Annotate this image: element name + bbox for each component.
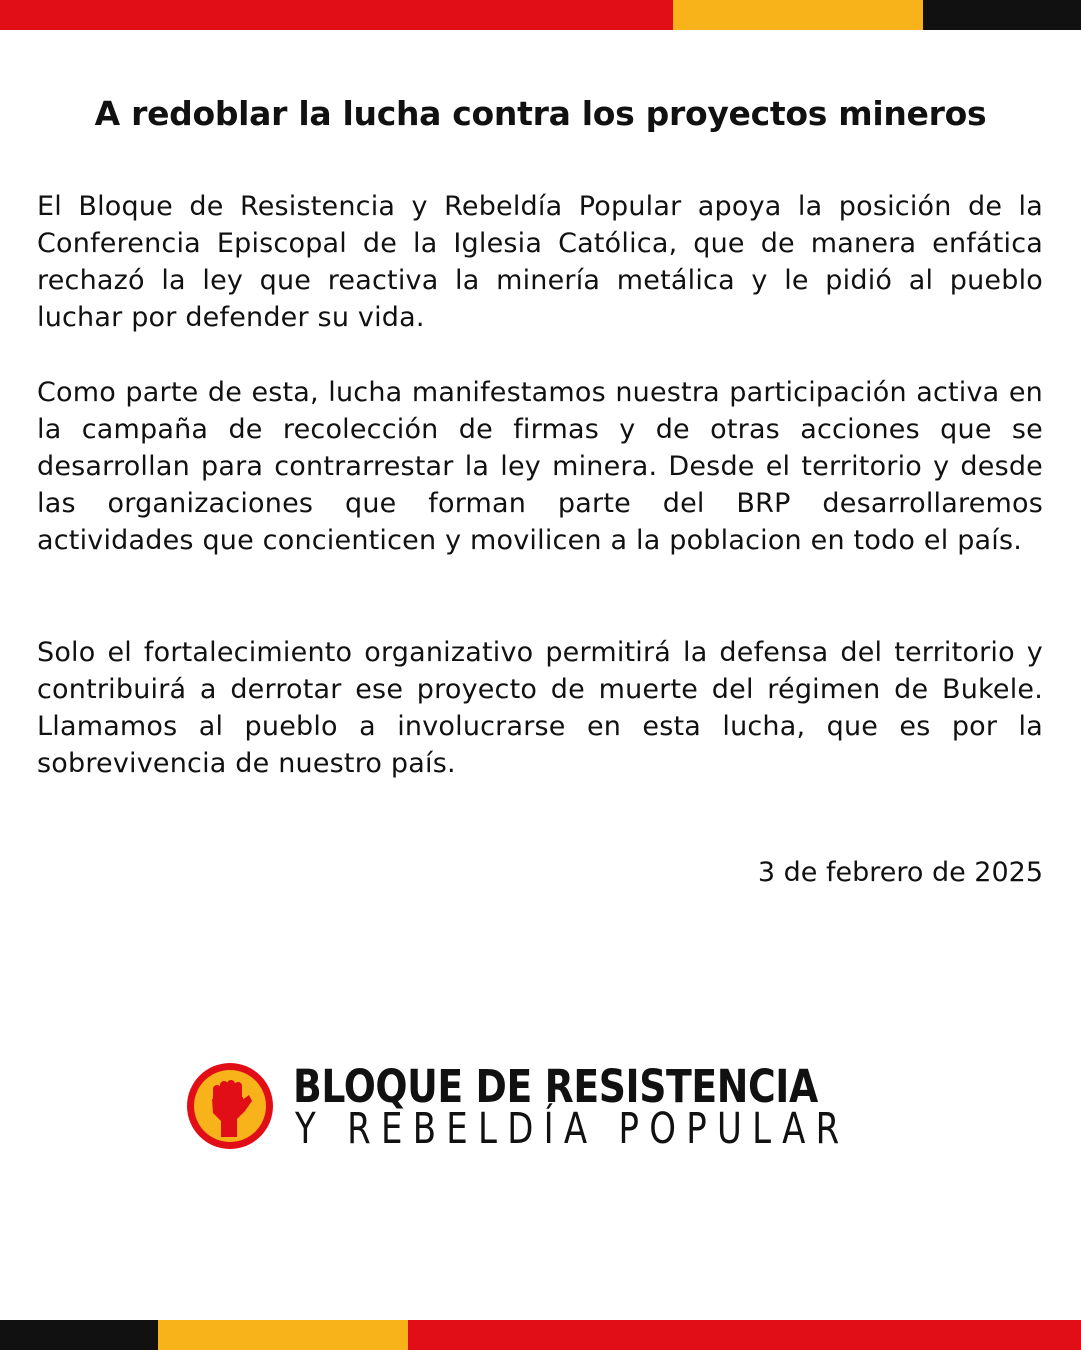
paragraph-2: Como parte de esta, lucha manifestamos nuestra participación activa en la campaña de recolección de firmas y de otras acciones que se desarrollan para contrarrestar la ley minera. Desde el territorio y desde las organizaciones que forman parte del BRP desarrollaremos actividades que concienticen y movilicen a la poblacion en todo el país. — [37, 377, 1043, 556]
logo-line-1: BLOQUE DE RESISTENCIA — [293, 1060, 818, 1113]
logo-line-2: Y REBELDÍA POPULAR — [295, 1104, 850, 1154]
bottom-stripe-yellow — [158, 1320, 408, 1350]
bottom-stripe-red — [408, 1320, 1081, 1350]
paragraph-3: Solo el fortalecimiento organizativo permitirá la defensa del territorio y contribuirá a derrotar ese proyecto de muerte del régimen de Bukele. Llamamos al pueblo a involucrarse en esta lucha, que es por la sobrevivencia de nuestro país. — [37, 637, 1043, 779]
date: 3 de febrero de 2025 — [757, 857, 1043, 888]
top-stripe-yellow — [673, 0, 923, 30]
page-title: A redoblar la lucha contra los proyectos mineros — [94, 94, 987, 133]
top-stripe-red — [0, 0, 673, 30]
raised-fist-icon — [185, 1061, 275, 1151]
bottom-stripe-black — [0, 1320, 158, 1350]
paragraph-1: El Bloque de Resistencia y Rebeldía Popular apoya la posición de la Conferencia Episcopal de la Iglesia Católica, que de manera enfática rechazó la ley que reactiva la minería metálica y le pidió al pueblo luchar por defender su vida. — [37, 191, 1043, 333]
organization-logo — [185, 1058, 925, 1158]
top-stripe-black — [923, 0, 1081, 30]
